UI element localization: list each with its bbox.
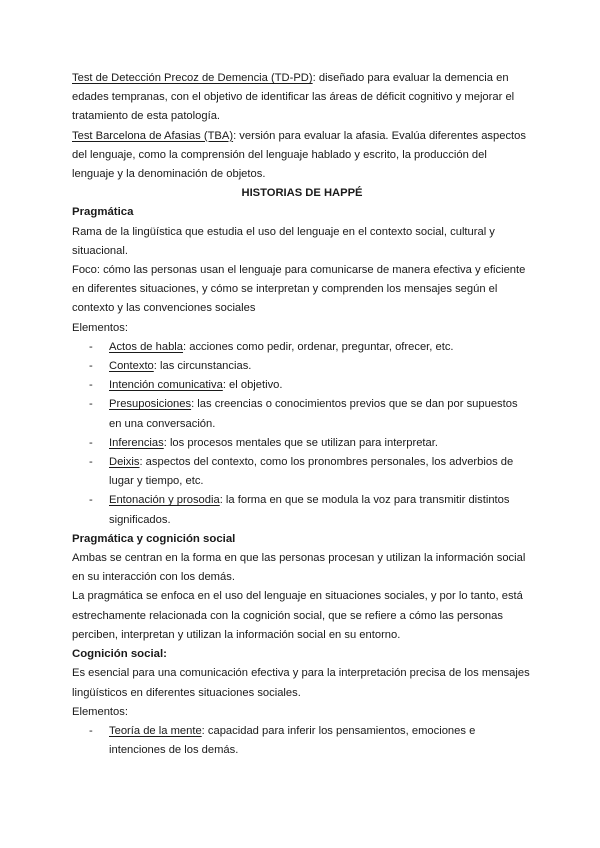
dash-bullet: -	[89, 398, 93, 411]
tba-paragraph	[72, 127, 532, 185]
element-description: : los procesos mentales que se utilizan para interpretar.	[163, 436, 438, 449]
cognicion-social-elements-label: Elementos:	[72, 705, 128, 718]
pragmatica-elements-label: Elementos:	[72, 321, 128, 334]
element-description: : el objetivo.	[222, 379, 283, 392]
list-item	[72, 491, 532, 529]
tba-term: Test Barcelona de Afasias (TBA)	[72, 129, 234, 142]
tdpd-term: Test de Detección Precoz de Demencia (TD-PD)	[72, 72, 313, 84]
dash-bullet: -	[89, 494, 93, 507]
dash-bullet: -	[89, 379, 93, 392]
pragmatica-cognicion-para1: Ambas se centran en la forma en que las personas procesan y utilizan la información social en su interacción con los demás.	[72, 552, 526, 584]
cognicion-social-heading: Cognición social:	[72, 648, 167, 661]
element-description: : aspectos del contexto, como los pronombres personales, los adverbios de lugar y tiempo, etc.	[109, 456, 514, 488]
element-description: : la forma en que se modula la voz para transmitir distintos significados.	[109, 494, 510, 526]
dash-bullet: -	[89, 340, 93, 353]
element-term: Presuposiciones	[109, 398, 192, 411]
element-term: Teoría de la mente	[109, 724, 202, 737]
dash-bullet: -	[89, 436, 93, 449]
element-term: Inferencias	[109, 436, 164, 449]
element-description: : las creencias o conocimientos previos que se dan por supuestos en una conversación.	[109, 398, 518, 430]
pragmatica-cognicion-para2: La pragmática se enfoca en el uso del lenguaje en situaciones sociales, y por lo tanto, está estrechamente relacionada con la cognición social, que se refiere a cómo las personas perciben, interpretan y utilizan la información social en su entorno.	[72, 590, 523, 641]
list-item	[72, 395, 532, 433]
element-term: Actos de habla	[109, 340, 184, 353]
list-item	[72, 376, 532, 395]
element-term: Deixis	[109, 456, 140, 469]
list-item	[72, 338, 532, 357]
cognicion-social-elements-list	[72, 722, 532, 760]
dash-bullet: -	[89, 360, 93, 373]
tba-description: : versión para evaluar la afasia. Evalúa diferentes aspectos del lenguaje, como la comprensión del lenguaje hablado y escrito, la producción del lenguaje y la denominación de objetos.	[72, 129, 526, 181]
element-description: : acciones como pedir, ordenar, preguntar, ofrecer, etc.	[183, 340, 454, 353]
list-item	[72, 453, 532, 491]
section-title: HISTORIAS DE HAPPÉ	[241, 187, 363, 200]
list-item	[72, 434, 532, 453]
tdpd-description: : diseñado para evaluar la demencia en edades tempranas, con el objetivo de identificar las áreas de déficit cognitivo y mejorar el tratamiento de esta patología.	[72, 72, 515, 123]
element-term: Entonación y prosodia	[109, 494, 220, 507]
tdpd-paragraph	[72, 69, 532, 127]
element-term: Contexto	[109, 360, 154, 373]
dash-bullet: -	[89, 724, 93, 737]
pragmatica-cognicion-heading: Pragmática y cognición social	[72, 532, 236, 545]
pragmatica-heading: Pragmática	[72, 206, 134, 219]
cognicion-social-para: Es esencial para una comunicación efectiva y para la interpretación precisa de los mensajes lingüísticos en diferentes situaciones sociales.	[72, 667, 530, 699]
document-body	[72, 69, 532, 760]
pragmatica-elements-list	[72, 338, 532, 530]
dash-bullet: -	[89, 456, 93, 469]
list-item	[72, 722, 532, 760]
pragmatica-focus: Foco: cómo las personas usan el lenguaje para comunicarse de manera efectiva y eficiente en diferentes situaciones, y cómo se interpretan y comprenden los mensajes según el contexto y las convenciones sociales	[72, 264, 526, 315]
list-item	[72, 357, 532, 376]
element-description: : las circunstancias.	[153, 360, 252, 373]
pragmatica-definition: Rama de la lingüística que estudia el uso del lenguaje en el contexto social, cultural y situacional.	[72, 225, 495, 257]
element-description: : capacidad para inferir los pensamientos, emociones e intenciones de los demás.	[109, 724, 476, 757]
element-term: Intención comunicativa	[109, 379, 223, 392]
